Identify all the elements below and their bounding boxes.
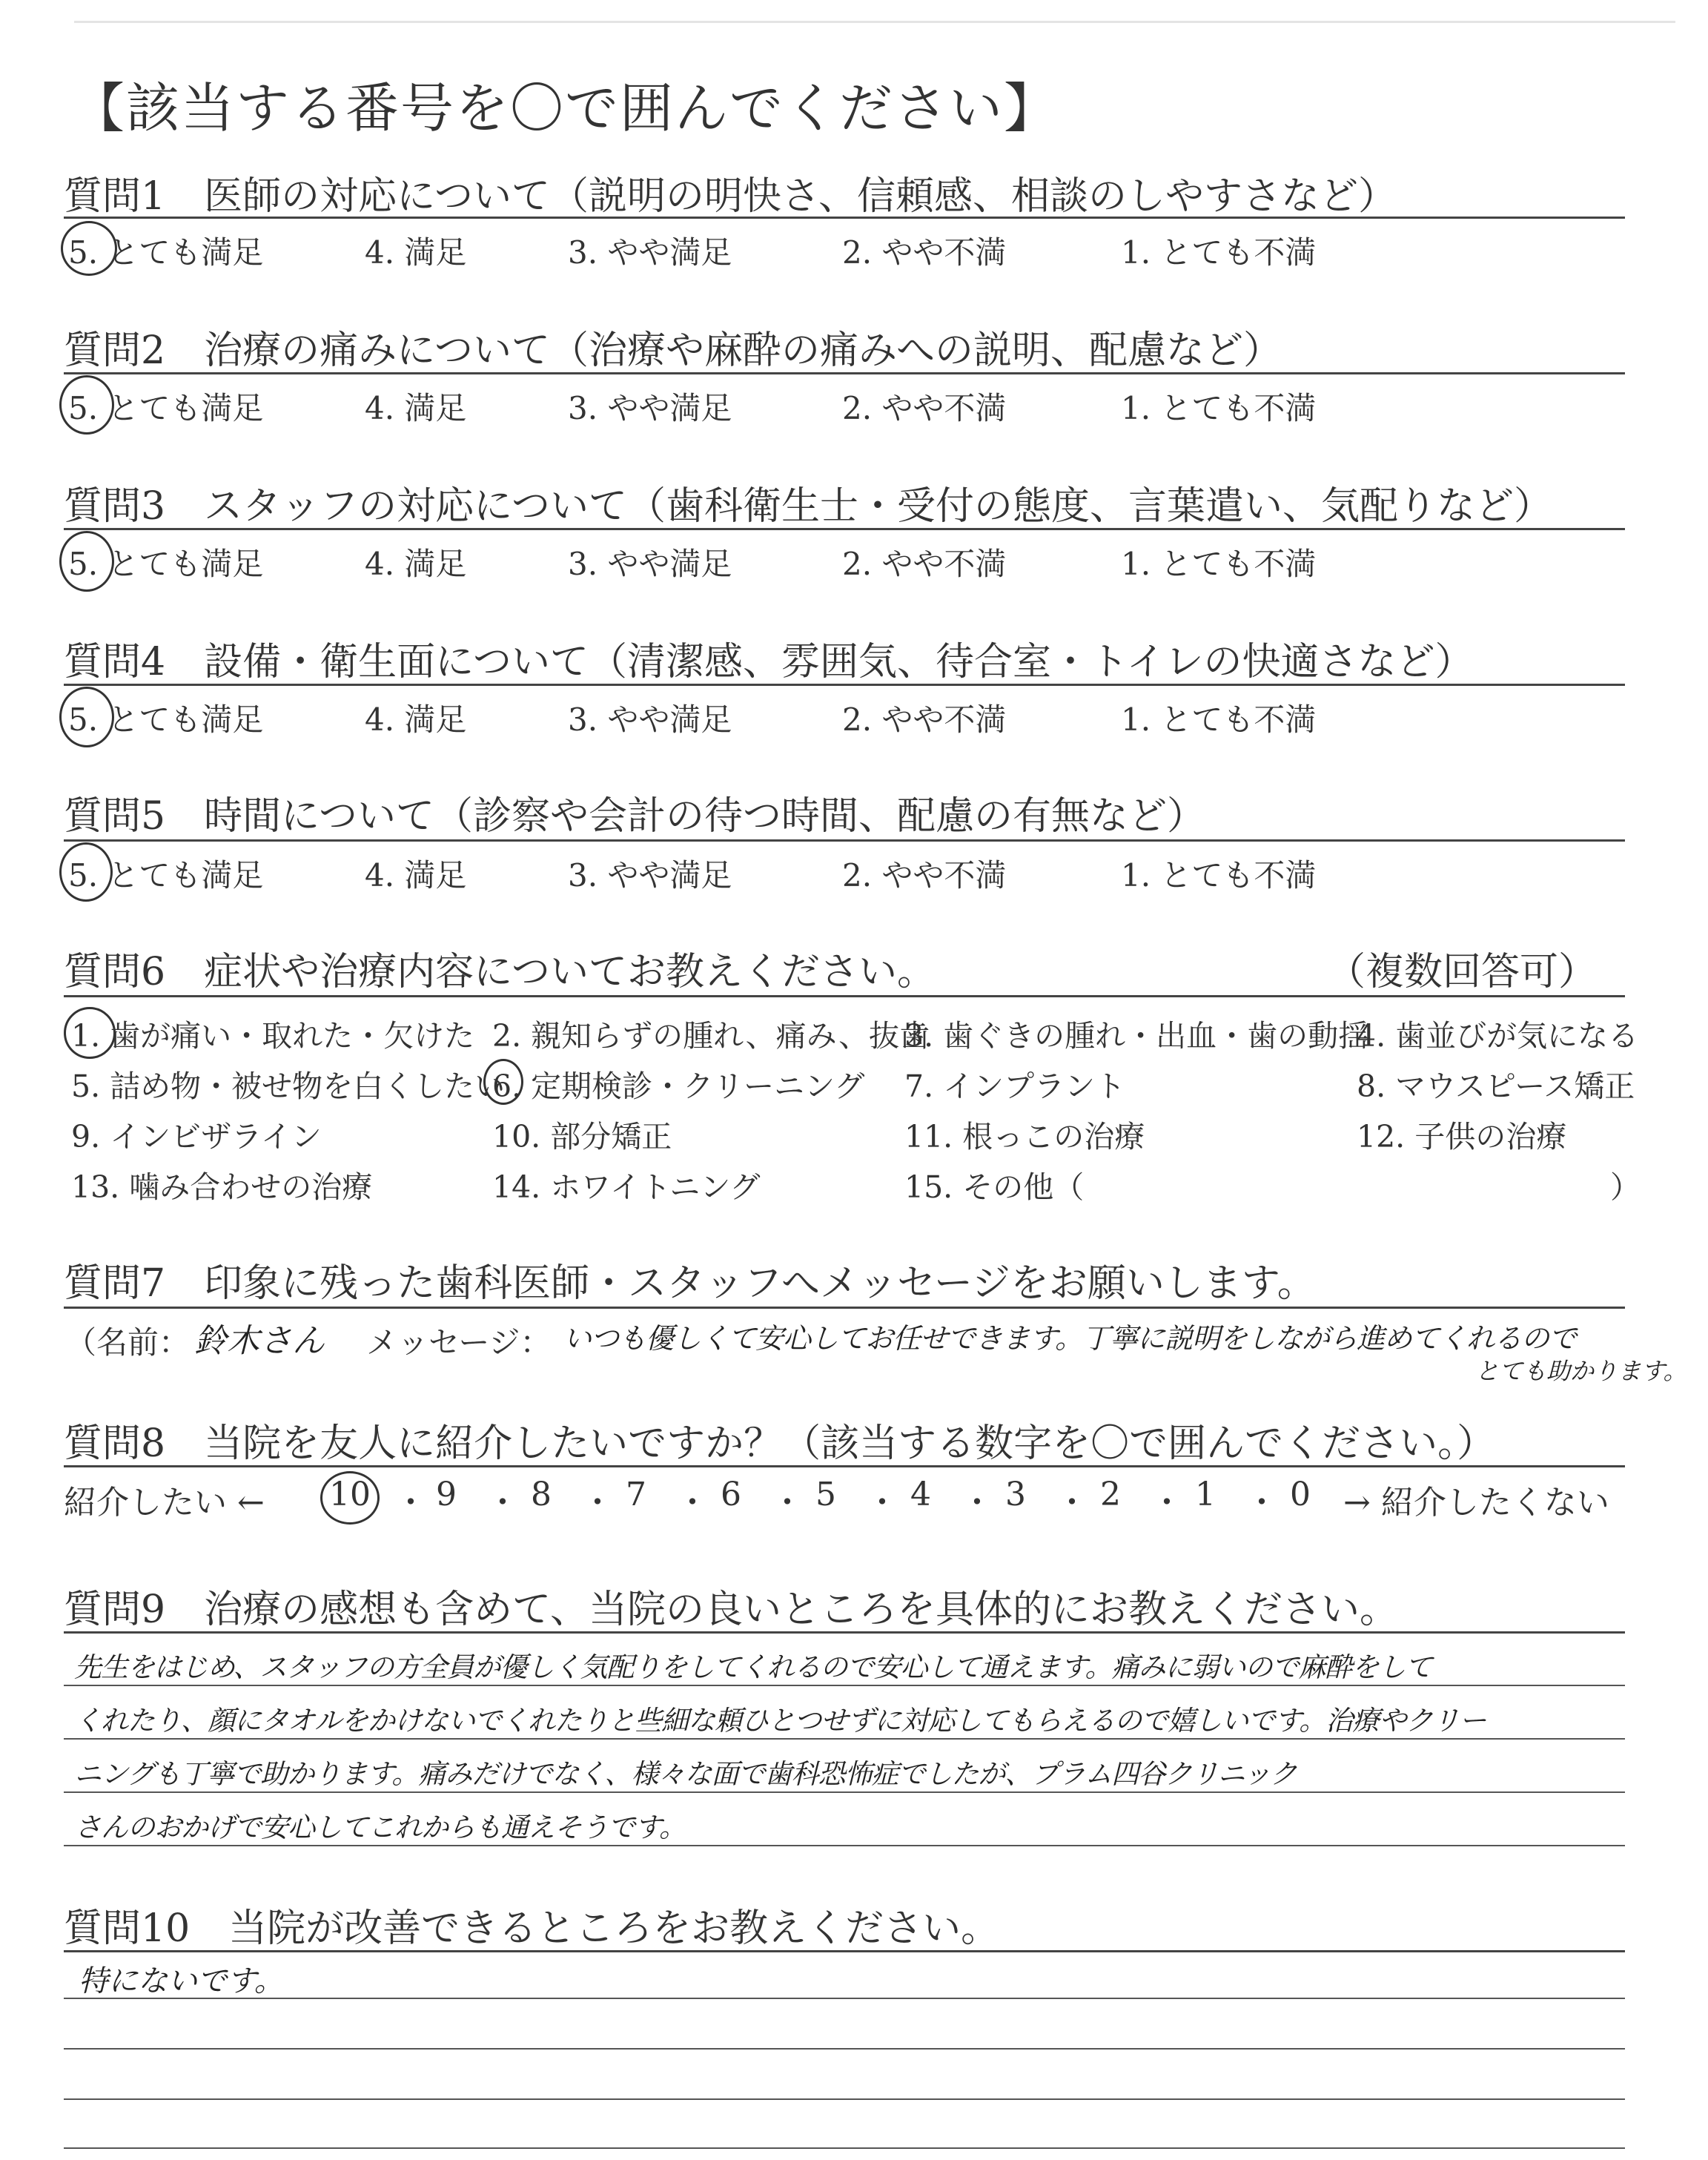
q5-rule — [64, 839, 1625, 842]
q9-answer-line-3[interactable]: ニングも丁寧で助かります。痛みだけでなく、様々な面で歯科恐怖症でしたが、プラム四谷クリニック — [74, 1758, 1297, 1790]
q10-rule-4 — [64, 2147, 1625, 2149]
q4-option-1[interactable]: 1. とても不満 — [1121, 701, 1317, 738]
q5-option-3[interactable]: 3. やや満足 — [568, 857, 732, 894]
q2-option-1[interactable]: 1. とても不満 — [1121, 390, 1317, 426]
q6-selection-circle-6 — [483, 1059, 523, 1105]
q8-left-label: 紹介したい ← — [64, 1484, 265, 1522]
q3-option-4[interactable]: 4. 満足 — [365, 546, 467, 582]
q8-scale-dot: ・ — [1245, 1484, 1278, 1522]
q8-scale-dot: ・ — [1056, 1484, 1088, 1522]
q4-option-3[interactable]: 3. やや満足 — [568, 701, 732, 738]
q8-rule — [64, 1465, 1625, 1467]
q6-option-13[interactable]: 13. 噛み合わせの治療 — [71, 1169, 373, 1205]
q4-option-2[interactable]: 2. やや不満 — [842, 701, 1007, 738]
q5-selection-circle — [59, 842, 113, 902]
q8-scale-4[interactable]: 4 — [910, 1476, 931, 1513]
q2-rule — [64, 372, 1625, 374]
q6-option-10[interactable]: 10. 部分矯正 — [492, 1119, 672, 1155]
q3-option-5[interactable]: 5. とても満足 — [68, 546, 264, 582]
q8-scale-dot: ・ — [676, 1484, 709, 1522]
q3-selection-circle — [59, 531, 114, 592]
q7-title: 質問7 印象に残った歯科医師・スタッフへメッセージをお願いします。 — [64, 1261, 1316, 1306]
q8-scale-6[interactable]: 6 — [721, 1476, 741, 1513]
q8-scale-dot: ・ — [961, 1484, 993, 1522]
q2-title: 質問2 治療の痛みについて（治療や麻酔の痛みへの説明、配慮など） — [64, 328, 1282, 373]
q8-scale-7[interactable]: 7 — [626, 1476, 646, 1513]
q8-scale-1[interactable]: 1 — [1195, 1476, 1216, 1513]
q8-scale-dot: ・ — [1151, 1484, 1183, 1522]
q2-option-5[interactable]: 5. とても満足 — [68, 390, 264, 426]
q9-rule-4 — [64, 1845, 1625, 1846]
q1-rule — [64, 217, 1625, 219]
q8-scale-9[interactable]: 9 — [436, 1476, 457, 1513]
q6-option-6[interactable]: 6. 定期検診・クリーニング — [492, 1069, 865, 1104]
q3-rule — [64, 528, 1625, 530]
q4-selection-circle — [59, 687, 114, 747]
q8-right-label: → 紹介したくない — [1343, 1484, 1609, 1522]
q6-rule — [64, 995, 1625, 997]
q6-option-15[interactable]: 15. その他（ — [904, 1169, 1085, 1205]
q6-option-11[interactable]: 11. 根っこの治療 — [904, 1119, 1145, 1155]
q8-scale-0[interactable]: 0 — [1290, 1476, 1311, 1513]
q6-option-5[interactable]: 5. 詰め物・被せ物を白くしたい — [71, 1069, 506, 1104]
q5-option-1[interactable]: 1. とても不満 — [1121, 857, 1317, 894]
q6-option-15-close: ） — [1610, 1169, 1641, 1205]
q9-rule-0 — [64, 1631, 1625, 1634]
q6-option-9[interactable]: 9. インビザライン — [71, 1119, 322, 1155]
q6-note: （複数回答可） — [1326, 950, 1597, 994]
q2-selection-circle — [59, 375, 114, 435]
q6-title: 質問6 症状や治療内容についてお教えください。 — [64, 950, 936, 994]
q9-answer-line-4[interactable]: さんのおかげで安心してこれからも通えそうです。 — [74, 1811, 686, 1843]
sheet-title: 【該当する番号を〇で囲んでください】 — [71, 77, 1059, 139]
q6-option-2[interactable]: 2. 親知らずの腫れ、痛み、抜歯 — [492, 1018, 930, 1054]
q6-selection-circle-1 — [64, 1007, 116, 1059]
q6-option-12[interactable]: 12. 子供の治療 — [1357, 1119, 1567, 1155]
q3-option-3[interactable]: 3. やや満足 — [568, 546, 732, 582]
q10-rule-1 — [64, 1998, 1625, 1999]
q1-option-2[interactable]: 2. やや不満 — [842, 234, 1007, 271]
q4-rule — [64, 684, 1625, 686]
q10-rule-2 — [64, 2048, 1625, 2050]
q3-option-1[interactable]: 1. とても不満 — [1121, 546, 1317, 582]
q6-option-3[interactable]: 3. 歯ぐきの腫れ・出血・歯の動揺 — [904, 1018, 1369, 1054]
q3-title: 質問3 スタッフの対応について（歯科衛生士・受付の態度、言葉遣い、気配りなど） — [64, 484, 1553, 529]
q9-rule-3 — [64, 1791, 1625, 1793]
q7-name-value[interactable]: 鈴木さん — [194, 1322, 325, 1360]
q8-scale-dot: ・ — [581, 1484, 614, 1522]
q7-message-line-2[interactable]: とても助かります。 — [1475, 1357, 1687, 1385]
q8-scale-5[interactable]: 5 — [815, 1476, 836, 1513]
q8-scale-dot: ・ — [394, 1484, 427, 1522]
q7-message-label: メッセージ： — [366, 1324, 552, 1361]
q5-title: 質問5 時間について（診察や会計の待つ時間、配慮の有無など） — [64, 794, 1206, 839]
q1-option-4[interactable]: 4. 満足 — [365, 234, 467, 271]
q10-rule-0 — [64, 1950, 1625, 1952]
q8-scale-2[interactable]: 2 — [1100, 1476, 1121, 1513]
q6-option-8[interactable]: 8. マウスピース矯正 — [1357, 1069, 1635, 1104]
q1-selection-circle — [61, 221, 117, 276]
q8-scale-dot: ・ — [866, 1484, 898, 1522]
q1-option-5[interactable]: 5. とても満足 — [68, 234, 264, 271]
q6-option-1[interactable]: 1. 歯が痛い・取れた・欠けた — [71, 1018, 475, 1054]
q2-option-4[interactable]: 4. 満足 — [365, 390, 467, 426]
q1-option-1[interactable]: 1. とても不満 — [1121, 234, 1317, 271]
q5-option-4[interactable]: 4. 満足 — [365, 857, 467, 894]
q4-option-4[interactable]: 4. 満足 — [365, 701, 467, 738]
q8-scale-dot: ・ — [771, 1484, 804, 1522]
top-border — [74, 21, 1675, 23]
q4-option-5[interactable]: 5. とても満足 — [68, 701, 264, 738]
q9-answer-line-2[interactable]: くれたり、顔にタオルをかけないでくれたりと些細な頼ひとつせずに対応してもらえるので嬉しいです。治療やクリー — [74, 1705, 1486, 1737]
q10-title: 質問10 当院が改善できるところをお教えください。 — [64, 1906, 1000, 1951]
q8-scale-8[interactable]: 8 — [531, 1476, 552, 1513]
q8-selection-circle — [320, 1471, 380, 1525]
q4-title: 質問4 設備・衛生面について（清潔感、雰囲気、待合室・トイレの快適さなど） — [64, 640, 1474, 684]
q5-option-5[interactable]: 5. とても満足 — [68, 857, 264, 894]
q6-option-7[interactable]: 7. インプラント — [904, 1069, 1126, 1104]
q9-answer-line-1[interactable]: 先生をはじめ、スタッフの方全員が優しく気配りをしてくれるので安心して通えます。痛みに弱いので麻酔をして — [74, 1651, 1432, 1683]
q2-option-2[interactable]: 2. やや不満 — [842, 390, 1007, 426]
q3-option-2[interactable]: 2. やや不満 — [842, 546, 1007, 582]
q6-option-14[interactable]: 14. ホワイトニング — [492, 1169, 761, 1205]
q1-option-3[interactable]: 3. やや満足 — [568, 234, 732, 271]
q10-rule-3 — [64, 2098, 1625, 2100]
q2-option-3[interactable]: 3. やや満足 — [568, 390, 732, 426]
q5-option-2[interactable]: 2. やや不満 — [842, 857, 1007, 894]
q8-scale-dot: ・ — [486, 1484, 519, 1522]
q9-rule-1 — [64, 1685, 1625, 1686]
q7-name-label: （名前： — [65, 1324, 191, 1361]
q9-rule-2 — [64, 1738, 1625, 1740]
q8-scale-3[interactable]: 3 — [1005, 1476, 1026, 1513]
q6-option-4[interactable]: 4. 歯並びが気になる — [1357, 1018, 1639, 1054]
q8-scale-10[interactable]: 10 — [329, 1476, 371, 1513]
q10-answer[interactable]: 特にないです。 — [79, 1964, 284, 1998]
q7-message-line-1[interactable]: いつも優しくて安心してお任せできます。丁寧に説明をしながら進めてくれるので — [563, 1322, 1576, 1355]
q9-title: 質問9 治療の感想も含めて、当院の良いところを具体的にお教えください。 — [64, 1588, 1399, 1632]
q7-rule — [64, 1307, 1625, 1309]
q8-title: 質問8 当院を友人に紹介したいですか？（該当する数字を〇で囲んでください。） — [64, 1421, 1496, 1466]
q1-title: 質問1 医師の対応について（説明の明快さ、信頼感、相談のしやすさなど） — [64, 174, 1397, 219]
